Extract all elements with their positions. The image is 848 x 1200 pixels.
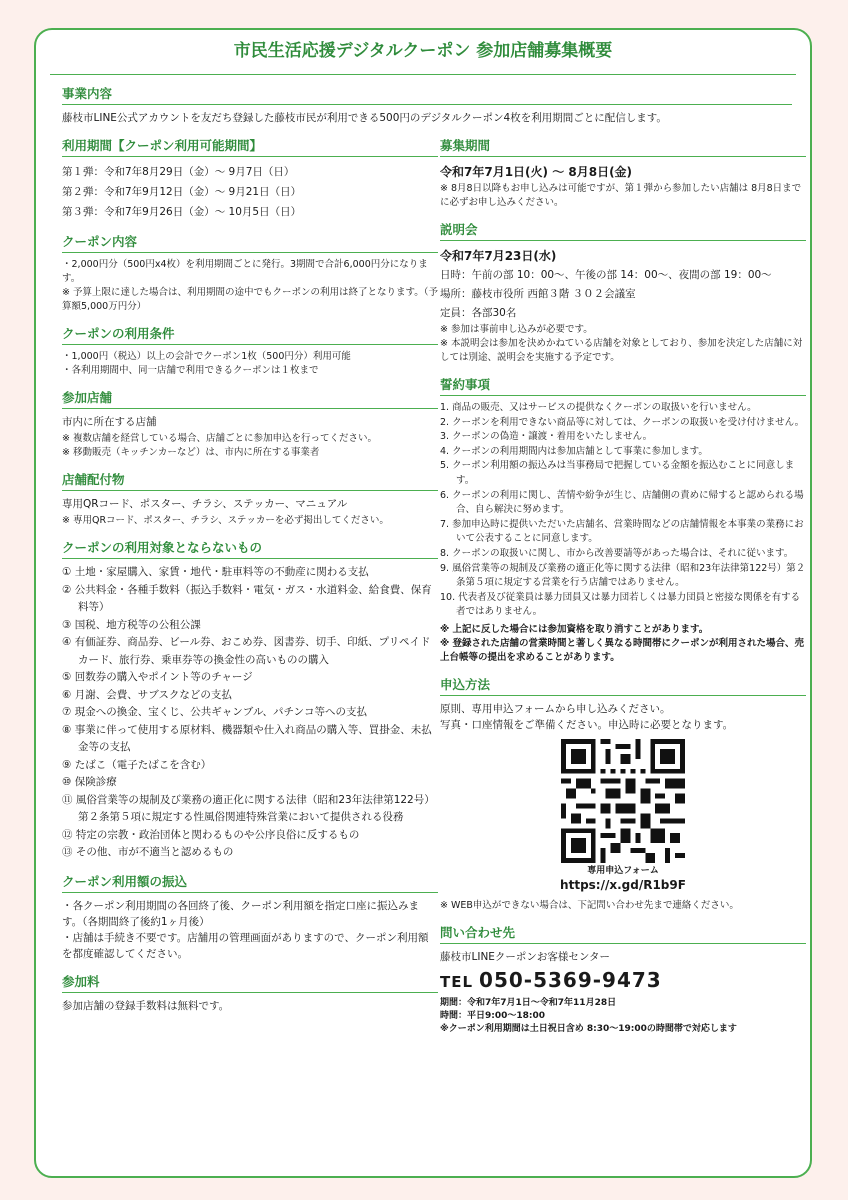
coupon-heading: クーポン内容: [62, 232, 438, 253]
excluded-item: ⑦ 現金への換金、宝くじ、公共ギャンブル、パチンコ等への支払: [62, 706, 367, 718]
excluded-list: [62, 564, 438, 862]
stores-note: ※ 複数店舗を経営している場合、店舗ごとに参加申込を行ってください。: [62, 433, 377, 444]
tel-number: 050-5369-9473: [479, 967, 662, 992]
recruit-section: [440, 136, 806, 210]
excluded-item: ⑥ 月謝、会費、サブスクなどの支払: [62, 688, 232, 701]
pledge-item: 4. クーポンの利用期間内は参加店舗として事業に参加します。: [440, 445, 708, 457]
excluded-item: ⑨ たばこ（電子たばこを含む）: [62, 758, 212, 771]
apply-line: 原則、専用申込フォームから申し込みください。: [440, 702, 671, 715]
transfer-item: ・各クーポン利用期間の各回終了後、クーポン利用額を指定口座に振込みます。（各期間終了後約1ヶ月後）: [62, 899, 419, 928]
transfer-item: ・店舗は手続き不要です。店舗用の管理画面がありますので、クーポン利用額を都度確認してください。: [62, 931, 429, 960]
conditions-item: ・1,000円（税込）以上の会計でクーポン1枚（500円分）利用可能: [62, 351, 351, 362]
pledge-item: 5. クーポン利用額の振込みは当事務局で把握している金額を振込むことに同意します。: [440, 460, 795, 486]
qr-code-icon[interactable]: [561, 739, 685, 863]
page-title: 市民生活応援デジタルクーポン 参加店舗募集概要: [233, 41, 613, 61]
title-divider: [50, 74, 796, 75]
contact-line: ※クーポン利用期間は土日祝日含め 8:30～19:00の時間帯で対応します: [440, 1023, 737, 1034]
pledge-item: 3. クーポンの偽造・譲渡・着用をいたしません。: [440, 431, 653, 443]
stores-note: ※ 移動販売（キッチンカーなど）は、市内に所在する事業者: [62, 447, 320, 458]
briefing-date: 令和7年7月23日(水): [440, 249, 557, 263]
stores-section: [62, 388, 438, 460]
period-item: 第１弾：令和7年8月29日（金）～ 9月7日（日）: [62, 166, 295, 178]
excluded-item: ⑫ 特定の宗教・政治団体と関わるものや公序良俗に反するもの: [62, 828, 360, 841]
apply-heading: 申込方法: [440, 675, 806, 696]
briefing-line: 定員：各部30名: [440, 307, 517, 319]
pledge-heading: 誓約事項: [440, 375, 806, 396]
qr-caption: 専用申込フォーム: [587, 865, 659, 876]
recruit-heading: 募集期間: [440, 136, 806, 157]
contact-phone[interactable]: [440, 965, 806, 997]
period-heading: 利用期間【クーポン利用可能期間】: [62, 136, 438, 157]
tel-prefix: TEL: [440, 972, 474, 991]
coupon-item: ・2,000円分（500円x4枚）を利用期間ごとに発行。3期間で合計6,000円分になります。: [62, 259, 428, 284]
right-column: [440, 136, 806, 1046]
recruit-note: ※ 8月8日以降もお申し込みは可能ですが、第１弾から参加したい店舗は 8月8日までに必ずお申し込みください。: [440, 183, 802, 208]
conditions-section: [62, 324, 438, 378]
apply-section: [440, 675, 806, 913]
conditions-item: ・各利用期間中、同一店舗で利用できるクーポンは１枚まで: [62, 365, 319, 376]
recruit-period: 令和7年7月1日(火) ～ 8月8日(金): [440, 165, 633, 179]
excluded-item: ③ 国税、地方税等の公租公課: [62, 618, 201, 631]
pledge-item: 10. 代表者及び従業員は暴力団員又は暴力団若しくは暴力団員と密接な関係を有する者ではありません。: [440, 591, 801, 618]
distribution-note: ※ 専用QRコード、ポスター、チラシ、ステッカーを必ず掲出してください。: [62, 515, 389, 526]
contact-line: 時間：平日9:00～18:00: [440, 1010, 546, 1021]
pledge-warning: ※ 上記に反した場合には参加資格を取り消すことがあります。: [440, 623, 709, 635]
pledge-item: 2. クーポンを利用できない商品等に対しては、クーポンの取扱いを受け付けません。: [440, 416, 805, 428]
fee-section: [62, 972, 438, 1014]
briefing-line: 日時：午前の部 10：00～、午後の部 14：00～、夜間の部 19：00～: [440, 269, 772, 281]
qr-url-link[interactable]: https://x.gd/R1b9F: [560, 877, 686, 892]
excluded-item: ⑧ 事業に伴って使用する原材料、機器類や仕入れ商品の購入等、買掛金、未払金等の支払: [62, 723, 432, 753]
pledge-list: [440, 401, 806, 620]
excluded-item: ⑤ 回数券の購入やポイント等のチャージ: [62, 671, 253, 683]
stores-heading: 参加店舗: [62, 388, 438, 409]
period-list: [62, 162, 438, 222]
period-section: [62, 136, 438, 222]
distribution-section: [62, 470, 438, 528]
pledge-warning: ※ 登録された店舗の営業時間と著しく異なる時間帯にクーポンが利用された場合、売上台帳等の提出を求めることがあります。: [440, 637, 805, 663]
coupon-section: [62, 232, 438, 314]
contact-section: [440, 923, 806, 1036]
excluded-item: ④ 有価証券、商品券、ビール券、おこめ券、図書券、切手、印紙、プリペイドカード、旅行券、乗車券等の換金性の高いものの購入: [62, 636, 431, 666]
business-text: 藤枝市LINE公式アカウントを友だち登録した藤枝市民が利用できる500円のデジタルクーポン4枚を利用期間ごとに配信します。: [62, 112, 667, 124]
contact-heading: 問い合わせ先: [440, 923, 806, 944]
pledge-item: 6. クーポンの利用に関し、苦情や紛争が生じ、店舗側の責めに帰すると認められる場合、自ら解決に努めます。: [440, 489, 804, 516]
conditions-heading: クーポンの利用条件: [62, 324, 438, 345]
distribution-line: 専用QRコード、ポスター、チラシ、ステッカー、マニュアル: [62, 498, 348, 510]
transfer-section: [62, 872, 438, 962]
pledge-item: 9. 風俗営業等の規制及び業務の適正化等に関する法律（昭和23年法律第122号）第２条第５項に規定する営業を行う店舗ではありません。: [440, 562, 806, 589]
coupon-item: ※ 予算上限に達した場合は、利用期間の途中でもクーポンの利用は終了となります。（予算額5,000万円分）: [62, 287, 438, 312]
fee-text: 参加店舗の登録手数料は無料です。: [62, 999, 230, 1012]
excluded-section: [62, 538, 438, 862]
excluded-item: ⑪ 風俗営業等の規制及び業務の適正化に関する法律（昭和23年法律第122号）第２条第５項に規定する性風俗関連特殊営業において提供される役務: [62, 793, 435, 823]
pledge-item: 7. 参加申込時に提供いただいた店舗名、営業時間などの店舗情報を本事業の業務において公表することに同意します。: [440, 518, 804, 545]
excluded-item: ② 公共料金・各種手数料（振込手数料・電気・ガス・水道料金、給食費、保育料等）: [62, 583, 432, 613]
transfer-heading: クーポン利用額の振込: [62, 872, 438, 893]
briefing-section: [440, 220, 806, 365]
business-heading: 事業内容: [62, 84, 792, 105]
period-item: 第３弾：令和7年9月26日（金）～ 10月5日（日）: [62, 206, 302, 218]
flyer-frame: [34, 28, 812, 1178]
period-item: 第２弾：令和7年9月12日（金）～ 9月21日（日）: [62, 186, 302, 198]
apply-line: 写真・口座情報をご準備ください。申込時に必要となります。: [440, 718, 734, 731]
pledge-item: 8. クーポンの取扱いに関し、市から改善要請等があった場合は、それに従います。: [440, 547, 794, 559]
excluded-item: ⑬ その他、市が不適当と認めるもの: [62, 846, 234, 858]
briefing-note: ※ 参加は事前申し込みが必要です。: [440, 324, 593, 335]
fee-heading: 参加料: [62, 972, 438, 993]
briefing-line: 場所：藤枝市役所 西館３階 ３０２会議室: [440, 288, 636, 300]
excluded-item: ⑩ 保険診療: [62, 776, 117, 788]
business-section: [62, 84, 792, 126]
briefing-heading: 説明会: [440, 220, 806, 241]
apply-note: ※ WEB申込ができない場合は、下記問い合わせ先まで連絡ください。: [440, 899, 739, 911]
excluded-item: ① 土地・家屋購入、家賃・地代・駐車料等の不動産に関わる支払: [62, 566, 369, 578]
briefing-note: ※ 本説明会は参加を決めかねている店舗を対象としており、参加を決定した店舗に対しては別途、説明会を実施する予定です。: [440, 338, 803, 363]
pledge-section: [440, 375, 806, 665]
left-column: [62, 136, 438, 1024]
contact-line: 期間：令和7年7月1日～令和7年11月28日: [440, 997, 617, 1008]
distribution-heading: 店舗配付物: [62, 470, 438, 491]
pledge-item: 1. 商品の販売、又はサービスの提供なくクーポンの取扱いを行いません。: [440, 402, 757, 413]
excluded-heading: クーポンの利用対象とならないもの: [62, 538, 438, 559]
contact-center: 藤枝市LINEクーポンお客様センター: [440, 950, 611, 963]
stores-line: 市内に所在する店舗: [62, 416, 157, 428]
